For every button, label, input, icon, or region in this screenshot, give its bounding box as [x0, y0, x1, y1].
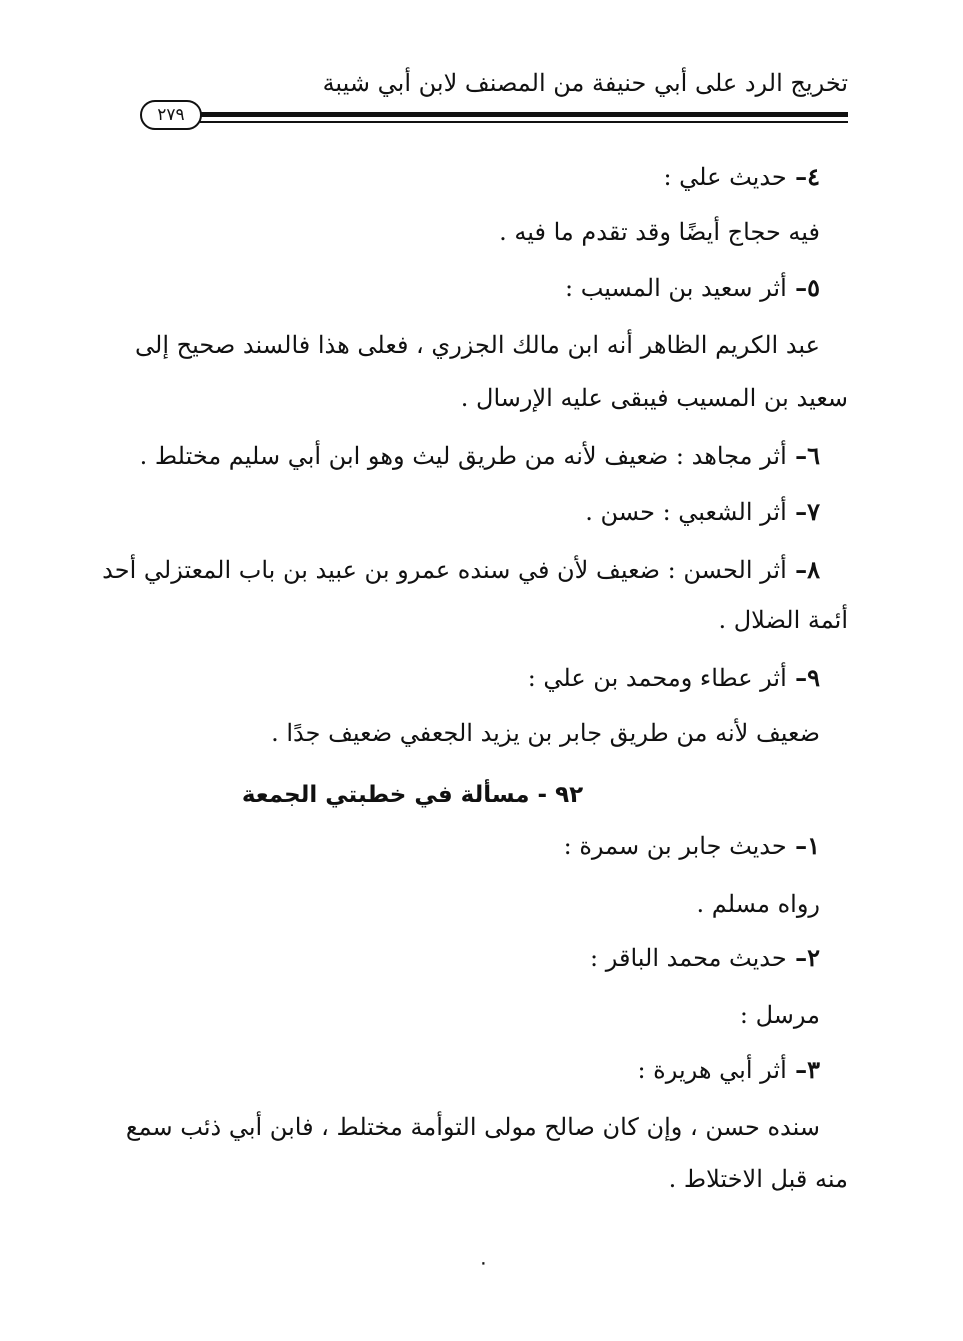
item-number: ٩– [786, 663, 820, 692]
list-item-3-title [637, 1050, 820, 1090]
list-item-5-body-line-1: عبد الكريم الظاهر أنه ابن مالك الجزري ، فعلى هذا فالسند صحيح إلى [135, 331, 820, 359]
item-text: أثر عطاء ومحمد بن علي : [527, 664, 787, 692]
header-rule-thick [200, 112, 848, 117]
running-header-title: تخريج الرد على أبي حنيفة من المصنف لابن أبي شيبة [322, 69, 848, 97]
list-item-1-title [564, 826, 820, 866]
item-text: أثر سعيد بن المسيب : [565, 274, 787, 302]
item-text: أثر الشعبي : حسن . [585, 498, 787, 526]
list-item-3-body-line-1: سنده حسن ، وإن كان صالح مولى التوأمة مختلط ، فابن أبي ذئب سمع [125, 1113, 820, 1141]
item-text: حديث علي : [663, 163, 787, 191]
list-item-4-body: فيه حجاج أيضًا وقد تقدم ما فيه . [499, 218, 820, 246]
header-rule-thin [200, 121, 848, 123]
item-number: ٦– [786, 441, 820, 470]
list-item-9-body: ضعيف لأنه من طريق جابر بن يزيد الجعفي ضعيف جدًا . [271, 719, 820, 747]
item-text: حديث جابر بن سمرة : [563, 832, 787, 860]
list-item-1-body: رواه مسلم . [696, 890, 820, 918]
item-number: ٧– [786, 497, 820, 526]
list-item-5-title [565, 268, 820, 308]
list-item-5-body-line-2: سعيد بن المسيب فيبقى عليه الإرسال . [460, 384, 848, 412]
page-number-badge: ٢٧٩ [140, 100, 202, 130]
list-item-2-body: مرسل : [739, 1001, 820, 1029]
list-item-6 [140, 436, 820, 476]
item-number: ٤– [786, 162, 820, 191]
section-heading: ٩٢ - مسألة في خطبتي الجمعة [241, 782, 584, 808]
item-number: ٥– [786, 273, 820, 302]
list-item-8-line-2: أئمة الضلال . [718, 606, 848, 634]
footer-mark: ٠ [478, 1250, 489, 1274]
item-number: ٣– [786, 1055, 820, 1084]
item-number: ٢– [786, 943, 820, 972]
item-text: أثر الحسن : ضعيف لأن في سنده عمرو بن عبيد بن باب المعتزلي أحد [102, 556, 787, 584]
list-item-9-title [528, 658, 820, 698]
item-text: أثر مجاهد : ضعيف لأنه من طريق ليث وهو ابن أبي سليم مختلط . [139, 442, 787, 470]
item-text: أثر أبي هريرة : [637, 1056, 787, 1084]
list-item-2-title [590, 938, 820, 978]
list-item-8-line-1 [102, 550, 820, 590]
item-text: حديث محمد الباقر : [590, 944, 787, 972]
list-item-7 [585, 492, 820, 532]
item-number: ٨– [786, 555, 820, 584]
list-item-4-title [663, 157, 820, 197]
item-number: ١– [786, 831, 820, 860]
list-item-3-body-line-2: منه قبل الاختلاط . [668, 1165, 848, 1193]
